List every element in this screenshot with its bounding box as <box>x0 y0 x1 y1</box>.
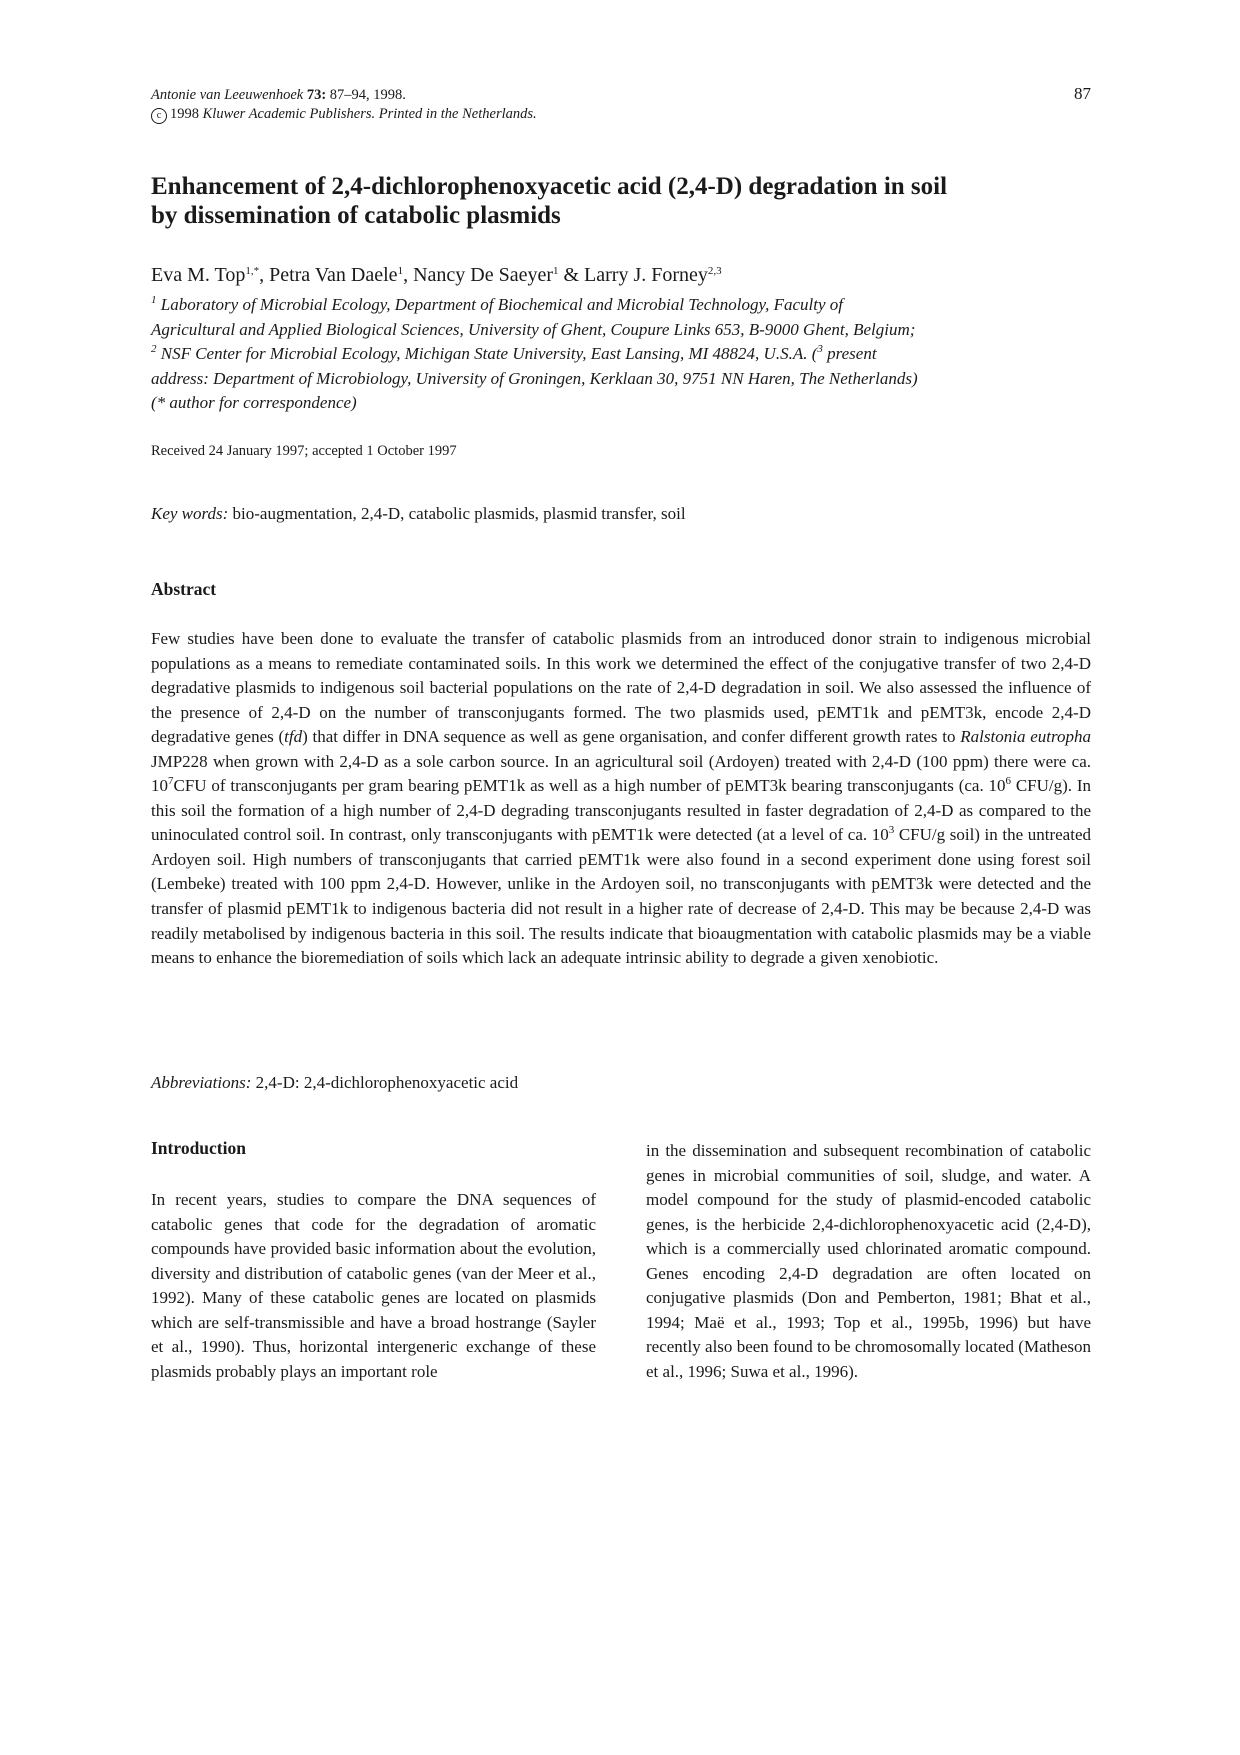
affiliation-line <box>151 293 1096 318</box>
journal-volume: 73: <box>306 87 327 103</box>
abstract-text: ) that differ in DNA sequence as well as gene organisation, and confer different growth rates to <box>302 727 961 747</box>
publisher: Kluwer Academic Publishers. Printed in the Netherlands. <box>202 106 537 122</box>
affiliation-text: present <box>822 344 877 364</box>
received-dates: Received 24 January 1997; accepted 1 October 1997 <box>151 443 457 459</box>
title-line-2: by dissemination of catabolic plasmids <box>151 202 561 229</box>
affiliation-text: NSF Center for Microbial Ecology, Michigan State University, East Lansing, MI 48824, U.S.A. ( <box>156 344 818 364</box>
introduction-left-column: In recent years, studies to compare the DNA sequences of catabolic genes that code for the degradation of aromatic compounds have provided basic information about the evolution, diversity and distribution of catabolic genes (van der Meer et al., 1992). Many of these catabolic genes are located on plasmids which are self-transmissible and have a broad hostrange (Sayler et al., 1990). Thus, horizontal intergeneric exchange of these plasmids probably plays an important role <box>151 1190 596 1381</box>
affiliation-text: Laboratory of Microbial Ecology, Department of Biochemical and Microbial Technology, Faculty of <box>156 295 844 314</box>
affiliation-line: Agricultural and Applied Biological Sciences, University of Ghent, Coupure Links 653, B-9000 Ghent, Belgium; <box>151 319 916 339</box>
author-list <box>151 264 722 287</box>
author-superscript: 1 <box>397 265 404 277</box>
journal-header <box>151 86 537 124</box>
abbreviations <box>151 1073 518 1093</box>
introduction-heading: Introduction <box>151 1138 246 1158</box>
exponent: 7 <box>168 775 174 788</box>
journal-name: Antonie van Leeuwenhoek <box>151 87 304 103</box>
exponent: 3 <box>888 824 895 837</box>
exponent: 6 <box>1005 775 1012 788</box>
author-superscript: 2,3 <box>707 265 722 277</box>
page-number: 87 <box>1074 84 1091 103</box>
keywords-text: bio-augmentation, 2,4-D, catabolic plasmids, plasmid transfer, soil <box>228 504 686 523</box>
copyright-year: 1998 <box>170 106 199 122</box>
abbreviations-text: 2,4-D: 2,4-dichlorophenoxyacetic acid <box>251 1073 519 1092</box>
author-superscript: 1,* <box>245 265 260 277</box>
author-name: , Nancy De Saeyer <box>403 264 553 286</box>
introduction-right-column: in the dissemination and subsequent recombination of catabolic genes in microbial communities of soil, sludge, and water. A model compound for the study of plasmid-encoded catabolic genes, is the herbicide 2,4-dichlorophenoxyacetic acid (2,4-D), which is a commercially used chlorinated aromatic compound. Genes encoding 2,4-D degradation are often located on conjugative plasmids (Don and Pemberton, 1981; Bhat et al., 1994; Maë et al., 1993; Top et al., 1995b, 1996) but have recently also been found to be chromosomally located (Matheson et al., 1996; Suwa et al., 1996). <box>646 1141 1091 1381</box>
affiliations <box>151 293 1096 416</box>
abstract-text: CFU/g soil) in the untreated Ardoyen soil. High numbers of transconjugants that carried pEMT1k were also found in a second experiment done using forest soil (Lembeke) treated with 100 ppm 2,4-D. However, unlike in the Ardoyen soil, no transconjugants with pEMT3k were detected and the transfer of plasmid pEMT1k to indigenous bacteria did not result in a higher rate of decrease of 2,4-D. This may be because 2,4-D was readily metabolised by indigenous bacteria in this soil. The results indicate that bioaugmentation with catabolic plasmids may be a viable means to enhance the bioremediation of soils which lack an adequate intrinsic ability to degrade a given xenobiotic. <box>151 825 1091 968</box>
affiliation-marker: 3 <box>817 343 823 356</box>
author-name: Eva M. Top <box>151 264 246 286</box>
affiliation-line: (* author for correspondence) <box>151 393 357 413</box>
abstract-text: CFU/g). In this soil the formation of a high number of 2,4-D degrading transconjugants resulted in faster degradation of 2,4-D as compared to the uninoculated control soil. In contrast, only transconjugants with pEMT1k were detected (at a level of ca. 10 <box>151 776 1092 845</box>
author-name: , Petra Van Daele <box>259 264 398 286</box>
keywords <box>151 504 686 524</box>
affiliation-marker: 1 <box>151 294 157 306</box>
copyright-icon: c <box>151 108 167 124</box>
copyright-line <box>151 105 537 124</box>
journal-citation <box>151 86 537 105</box>
abstract-text: Ralstonia eutropha <box>960 727 1091 747</box>
affiliation-line <box>151 342 1096 367</box>
abstract-heading: Abstract <box>151 579 217 599</box>
affiliation-line: address: Department of Microbiology, University of Groningen, Kerklaan 30, 9751 NN Haren, The Netherlands) <box>151 368 918 388</box>
abstract-text: JMP228 when grown with 2,4-D as a sole carbon source. In an agricultural soil (Ardoyen) treated with 2,4-D (100 ppm) there were ca. 10 <box>151 751 1091 796</box>
paper-title <box>151 172 1091 230</box>
keywords-label: Key words: <box>151 504 229 523</box>
abstract-text: Few studies have been done to evaluate the transfer of catabolic plasmids from an introduced donor strain to indigenous microbial populations as a means to remediate contaminated soils. In this work we determined the effect of the conjugative transfer of two 2,4-D degradative plasmids to indigenous soil bacterial populations on the rate of 2,4-D degradation in soil. We also assessed the influence of the presence of 2,4-D on the number of transconjugants formed. The two plasmids used, pEMT1k and pEMT3k, encode 2,4-D degradative genes ( <box>151 629 1091 747</box>
abstract-text: tfd <box>284 727 303 747</box>
abstract-text: CFU of transconjugants per gram bearing pEMT1k as well as a high number of pEMT3k bearing transconjugants (ca. 10 <box>173 776 1006 796</box>
author-name: & Larry J. Forney <box>558 264 708 286</box>
abstract-body <box>151 627 1091 971</box>
author-superscript: 1 <box>553 265 559 277</box>
journal-pages-year: 87–94, 1998. <box>329 87 406 103</box>
title-line-1: Enhancement of 2,4-dichlorophenoxyacetic acid (2,4-D) degradation in soil <box>151 173 948 200</box>
abbreviations-label: Abbreviations: <box>151 1073 252 1092</box>
affiliation-marker: 2 <box>151 343 157 356</box>
